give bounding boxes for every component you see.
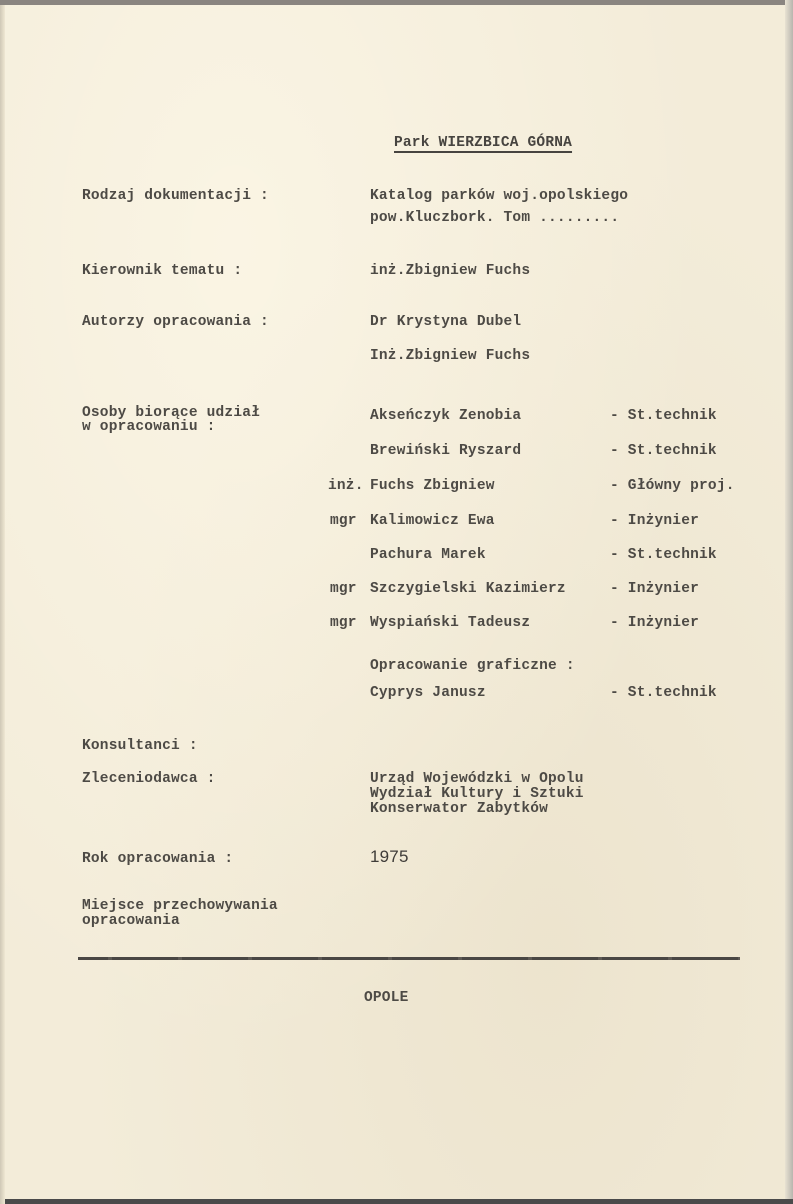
value-zleceniodawca-line-2: Wydział Kultury i Sztuki — [370, 786, 584, 802]
label-konsultanci: Konsultanci : — [82, 738, 198, 754]
graphics-person-role: - St.technik — [610, 685, 717, 701]
person-role: - Inżynier — [610, 615, 700, 631]
value-rodzaj-line-1: Katalog parków woj.opolskiego — [370, 188, 629, 204]
person-prefix: mgr — [330, 581, 357, 597]
label-miejsce-line-1: Miejsce przechowywania — [82, 898, 278, 914]
label-kierownik-tematu: Kierownik tematu : — [82, 263, 243, 279]
footer-city: OPOLE — [364, 990, 409, 1006]
person-prefix: mgr — [330, 513, 357, 529]
value-kierownik-tematu: inż.Zbigniew Fuchs — [370, 263, 531, 279]
person-role: - St.technik — [610, 443, 717, 459]
value-zleceniodawca-line-3: Konserwator Zabytków — [370, 801, 549, 817]
label-rodzaj-dokumentacji: Rodzaj dokumentacji : — [82, 188, 269, 204]
person-prefix: inż. — [328, 478, 364, 494]
person-role: - Główny proj. — [610, 478, 735, 494]
value-zleceniodawca-line-1: Urząd Wojewódzki w Opolu — [370, 771, 584, 787]
person-prefix: mgr — [330, 615, 357, 631]
person-name: Fuchs Zbigniew — [370, 478, 495, 494]
horizontal-rule — [78, 957, 740, 960]
label-zleceniodawca: Zleceniodawca : — [82, 771, 216, 787]
label-opracowanie-graficzne: Opracowanie graficzne : — [370, 658, 575, 674]
label-rok-opracowania: Rok opracowania : — [82, 851, 234, 867]
label-osoby-line-2: w opracowaniu : — [82, 419, 216, 435]
person-name: Kalimowicz Ewa — [370, 513, 495, 529]
person-name: Akseńczyk Zenobia — [370, 408, 522, 424]
person-name: Pachura Marek — [370, 547, 486, 563]
document-title: Park WIERZBICA GÓRNA — [394, 135, 573, 151]
person-name: Brewiński Ryszard — [370, 443, 522, 459]
label-osoby-line-1: Osoby biorące udział — [82, 405, 261, 421]
person-role: - St.technik — [610, 547, 717, 563]
value-autorzy-line-1: Dr Krystyna Dubel — [370, 314, 522, 330]
value-rodzaj-line-2: pow.Kluczbork. Tom ......... — [370, 210, 620, 226]
label-autorzy-opracowania: Autorzy opracowania : — [82, 314, 269, 330]
value-autorzy-line-2: Inż.Zbigniew Fuchs — [370, 348, 531, 364]
page-left-edge — [0, 5, 5, 1204]
label-miejsce-line-2: opracowania — [82, 913, 180, 929]
person-role: - St.technik — [610, 408, 717, 424]
person-role: - Inżynier — [610, 513, 700, 529]
page-right-edge — [785, 0, 793, 1199]
value-rok-opracowania: 1975 — [370, 847, 409, 866]
person-role: - Inżynier — [610, 581, 700, 597]
person-name: Szczygielski Kazimierz — [370, 581, 566, 597]
graphics-person-name: Cyprys Janusz — [370, 685, 486, 701]
person-name: Wyspiański Tadeusz — [370, 615, 531, 631]
